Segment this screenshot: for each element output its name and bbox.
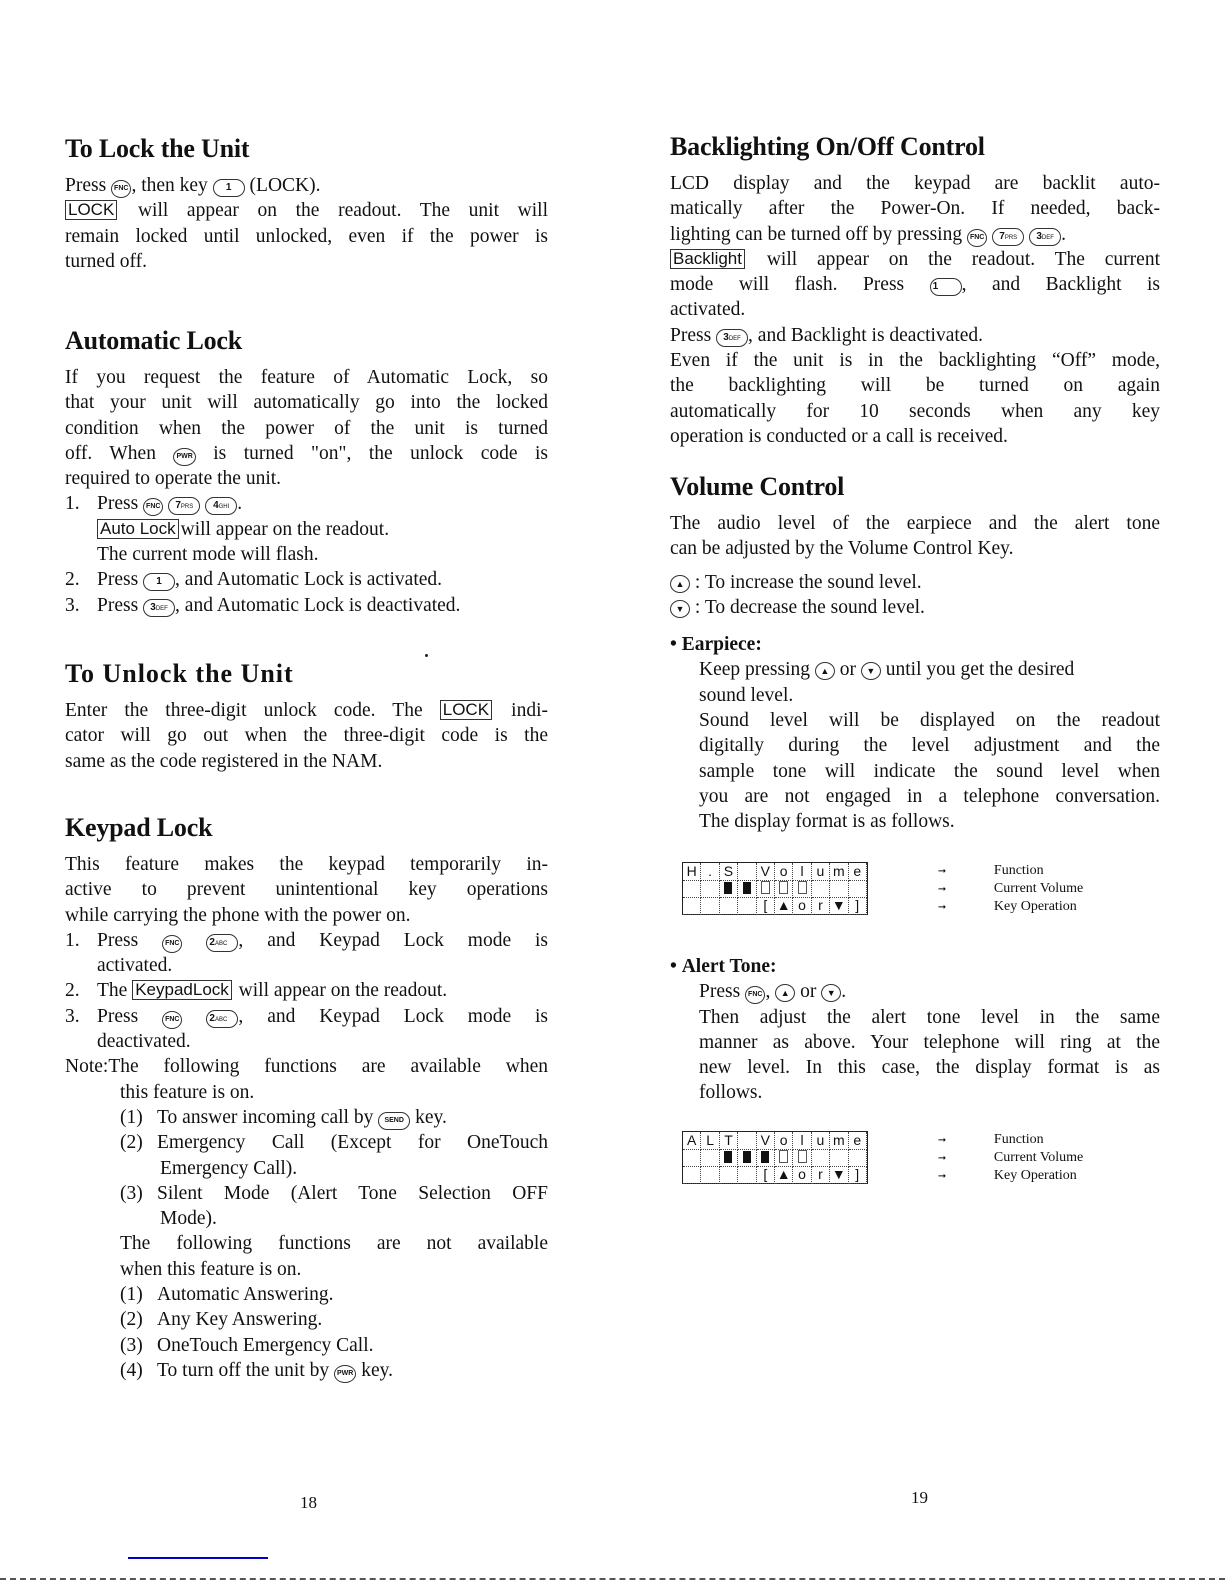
text: will appear on the readout. The unit will: [137, 200, 548, 222]
text: , then key: [131, 175, 208, 196]
lcd-cell-key-operation: [: [757, 897, 775, 915]
fnc-key-icon: FNC: [143, 498, 163, 516]
legend-key-operation: Key Operation: [993, 899, 1077, 914]
text: new level. In this case, the display format is as: [699, 1057, 1160, 1079]
text: automatically for 10 seconds when any key: [670, 400, 1160, 422]
volume-up-key-icon: ▲: [815, 662, 835, 680]
legend-current-volume: Current Volume: [993, 1150, 1084, 1165]
lcd-cell-key-operation: o: [793, 1166, 811, 1184]
text: lighting can be turned off by pressing: [670, 223, 963, 245]
lcd-cell-key-operation: [738, 897, 756, 915]
text: digitally during the level adjustment and the: [699, 735, 1160, 757]
section-title: Backlighting On/Off Control: [670, 132, 985, 161]
text: key.: [361, 1359, 393, 1381]
text: Automatic Answering.: [157, 1284, 334, 1306]
lcd-cell-key-operation: [720, 897, 738, 915]
section-title: Volume Control: [670, 472, 845, 501]
text: Enter the three-digit unlock code. The: [65, 700, 423, 721]
page-number-left: 18: [300, 1493, 317, 1512]
lcd-volume-bar-filled: [720, 880, 738, 898]
text: If you request the feature of Automatic Lock, so: [65, 367, 548, 388]
volume-down-key-icon: ▼: [670, 600, 690, 618]
text: when this feature is on.: [120, 1258, 302, 1280]
lcd-backlight-indicator: Backlight: [670, 249, 745, 269]
earpiece-lcd-diagram: [682, 862, 1083, 916]
text: Press: [65, 175, 107, 196]
arrow-icon: ➞: [937, 866, 947, 877]
lcd-cell-function: V: [757, 863, 775, 881]
text: key.: [415, 1106, 447, 1128]
lcd-cell-function: T: [720, 1132, 738, 1150]
item-number: (1): [120, 1106, 143, 1128]
section-automatic-lock: Automatic Lock If you request the feature of Automatic Lock, so that your unit will automatically go into the locked condition when the power of the unit is turned off. When PWR is turned "on", the unlock code is required to operate the unit. 1. Press FNC 7PRS 4GHI . Auto Lock will appear on the readout. The current mode will flash. 2. Press 1 , and Automatic Lock is activated. 3. Press 3DEF , and Automatic Lock is deactivated.: [65, 325, 548, 618]
lcd-cell-function: m: [830, 1132, 848, 1150]
key-7-icon: 7PRS: [168, 497, 200, 515]
text: matically after the Power-On. If needed, back-: [670, 198, 1160, 220]
key-2-icon: 2ABC: [206, 934, 238, 952]
lcd-keypad-lock-indicator: KeypadLock: [132, 980, 232, 1000]
lcd-cell-function: e: [849, 863, 867, 881]
text: this feature is on.: [120, 1081, 255, 1103]
lcd-volume-bar-filled: [757, 1149, 775, 1167]
section-volume-control: [670, 471, 1160, 835]
lcd-cell-key-operation: [701, 1166, 719, 1184]
legend-function: Function: [993, 1132, 1044, 1147]
volume-down-key-icon: ▼: [861, 662, 881, 680]
text: Sound level will be displayed on the readout: [699, 710, 1160, 732]
lcd-cell-function: o: [775, 863, 793, 881]
text: OneTouch Emergency Call.: [157, 1334, 374, 1356]
section-title: To Unlock the Unit: [65, 659, 294, 688]
text: LCD display and the keypad are backlit auto-: [670, 173, 1160, 194]
text: , and Automatic Lock is deactivated.: [175, 594, 461, 616]
text: remain locked until unlocked, even if the power is: [65, 225, 548, 247]
item-number: (3): [120, 1334, 143, 1356]
text: same as the code registered in the NAM.: [65, 750, 383, 772]
item-number: (1): [120, 1284, 143, 1306]
key-3-icon: 3DEF: [716, 329, 748, 347]
section-keypad-lock: [65, 812, 548, 1383]
text: Press: [97, 594, 139, 616]
text: This feature makes the keypad temporarily in-: [65, 854, 548, 875]
item-number: (4): [120, 1359, 143, 1381]
text: activated.: [97, 955, 173, 977]
text: active to prevent unintentional key operations: [65, 879, 548, 901]
lcd-cell-function: m: [830, 863, 848, 881]
text: manner as above. Your telephone will ring at the: [699, 1031, 1160, 1053]
lcd-cell-blank: [701, 1149, 719, 1167]
lcd-lock-indicator: LOCK: [65, 200, 117, 220]
subsection-title: Alert Tone:: [681, 956, 777, 977]
section-lock-unit: [65, 133, 548, 274]
text: The current mode will flash.: [97, 544, 319, 566]
text: indi-: [511, 700, 548, 721]
section-title: Keypad Lock: [65, 813, 213, 842]
lcd-cell-blank: [812, 1149, 830, 1167]
bullet-icon: •: [670, 634, 682, 656]
lcd-cell-key-operation: [720, 1166, 738, 1184]
text: Press: [97, 493, 139, 515]
text: the backlighting will be turned on again: [670, 375, 1160, 397]
lcd-cell-key-operation: o: [793, 897, 811, 915]
text: mode will flash. Press: [670, 274, 905, 296]
text: Mode).: [160, 1208, 217, 1230]
text: sample tone will indicate the sound level when: [699, 760, 1160, 782]
text: Silent Mode (Alert Tone Selection OFF: [157, 1182, 548, 1204]
text: The following functions are available when: [108, 1056, 548, 1078]
text: Press: [97, 1005, 139, 1027]
text: Emergency Call).: [160, 1157, 298, 1179]
lcd-cell-blank: [830, 880, 848, 898]
lcd-cell-key-operation: ]: [849, 897, 867, 915]
lcd-cell-key-operation: r: [812, 897, 830, 915]
lcd-cell-key-operation: ▼: [830, 897, 848, 915]
lcd-cell-function: [738, 863, 756, 881]
lcd-cell-key-operation: [: [757, 1166, 775, 1184]
text: sound level.: [699, 684, 794, 706]
lcd-cell-blank: [812, 880, 830, 898]
legend-current-volume: Current Volume: [993, 881, 1084, 896]
text: : To decrease the sound level.: [694, 596, 925, 618]
lcd-cell-blank: [701, 880, 719, 898]
arrow-icon: ➞: [937, 1153, 947, 1164]
lcd-volume-bar-empty: [775, 1149, 793, 1167]
step-number: 3.: [65, 1005, 80, 1027]
lcd-cell-key-operation: [683, 1166, 701, 1184]
lcd-cell-function: o: [775, 1132, 793, 1150]
text: Press: [699, 981, 741, 1003]
section-unlock-unit: [65, 658, 548, 774]
text: The display format is as follows.: [699, 811, 955, 833]
key-3-icon: 3DEF: [1029, 228, 1061, 246]
lcd-volume-bar-filled: [738, 880, 756, 898]
key-7-icon: 7PRS: [992, 228, 1024, 246]
step-number: 1.: [65, 493, 80, 515]
fnc-key-icon: FNC: [162, 935, 182, 953]
text: Emergency Call (Except for OneTouch: [157, 1132, 548, 1154]
lcd-display: [682, 862, 868, 915]
text: or: [800, 981, 817, 1003]
page-number-right: 19: [911, 1488, 928, 1507]
lcd-volume-bar-empty: [793, 880, 811, 898]
lcd-volume-bar-filled: [720, 1149, 738, 1167]
note-label: Note:: [65, 1056, 109, 1078]
text: will appear on the readout.: [238, 980, 448, 1002]
text: , and Backlight is deactivated.: [748, 324, 984, 346]
lcd-cell-blank: [849, 1149, 867, 1167]
text: that your unit will automatically go into the locked: [65, 392, 548, 414]
lcd-volume-bar-empty: [757, 880, 775, 898]
text: : To increase the sound level.: [694, 571, 922, 593]
lcd-cell-blank: [683, 880, 701, 898]
lcd-cell-function: S: [720, 863, 738, 881]
volume-up-key-icon: ▲: [775, 984, 795, 1002]
fnc-key-icon: FNC: [162, 1011, 182, 1029]
lcd-lock-indicator: LOCK: [440, 700, 492, 720]
key-4-icon: 4GHI: [205, 497, 237, 515]
lcd-cell-blank: [830, 1149, 848, 1167]
text: To answer incoming call by: [157, 1106, 374, 1128]
arrow-icon: ➞: [937, 1135, 947, 1146]
text: , and Keypad Lock mode is: [238, 1005, 549, 1027]
arrow-icon: ➞: [937, 902, 947, 913]
section-backlighting: Backlighting On/Off Control LCD display and the keypad are backlit auto- matically after the Power-On. If needed, back- lighting can be turned off by pressing FNC 7PRS 3DEF . Backlight will appear on the readout. The current mode will flash. Press 1 , and Backlight is activated. Press 3DEF , and Backlight is deactivated. Even if the unit is in the backlighting “Off” mode, the backlighting will be turned on again automatically for 10 seconds when any key operation is conducted or a call is received.: [670, 131, 1160, 449]
volume-up-key-icon: ▲: [670, 575, 690, 593]
step-number: 3.: [65, 594, 80, 616]
arrow-icon: ➞: [937, 1171, 947, 1182]
text: while carrying the phone with the power on.: [65, 904, 411, 926]
item-number: (3): [120, 1182, 143, 1204]
legend-function: Function: [993, 863, 1044, 878]
step-number: 2.: [65, 569, 80, 591]
section-title: To Lock the Unit: [65, 134, 250, 163]
fnc-key-icon: FNC: [967, 229, 987, 247]
lcd-cell-function: e: [849, 1132, 867, 1150]
text: The following functions are not available: [120, 1233, 548, 1255]
key-1-icon: 1: [930, 278, 962, 296]
fnc-key-icon: FNC: [111, 180, 131, 198]
text: required to operate the unit.: [65, 468, 282, 490]
text: Even if the unit is in the backlighting “Off” mode,: [670, 350, 1160, 372]
text: turned off.: [65, 250, 147, 272]
pwr-key-icon: PWR: [334, 1365, 356, 1383]
alert-lcd-diagram: [682, 1131, 1083, 1185]
lcd-cell-function: V: [757, 1132, 775, 1150]
subsection-title: Earpiece:: [681, 634, 762, 656]
step-number: 2.: [65, 980, 80, 1002]
text: The: [97, 980, 128, 1002]
text: Press: [97, 929, 139, 951]
lcd-cell-key-operation: ]: [849, 1166, 867, 1184]
lcd-cell-key-operation: [738, 1166, 756, 1184]
pwr-key-icon: PWR: [173, 448, 195, 466]
lcd-auto-lock-indicator: Auto Lock: [97, 519, 179, 539]
key-3-icon: 3DEF: [143, 599, 175, 617]
lcd-display: [682, 1131, 868, 1184]
section-alert-tone: • Alert Tone: Press FNC , ▲ or ▼ . Then adjust the alert tone level in the same manner as above. Your telephone will ring at the new level. In this case, the display format is as follows.: [670, 954, 1160, 1106]
lcd-cell-function: .: [701, 863, 719, 881]
key-1-icon: 1: [143, 573, 175, 591]
lcd-cell-function: u: [812, 863, 830, 881]
lcd-cell-key-operation: ▼: [830, 1166, 848, 1184]
text: will appear on the readout.: [180, 518, 390, 540]
text: (LOCK).: [249, 175, 321, 196]
lcd-cell-key-operation: [701, 897, 719, 915]
text: Then adjust the alert tone level in the same: [699, 1006, 1160, 1028]
text: you are not engaged in a telephone conversation.: [699, 785, 1160, 807]
volume-down-key-icon: ▼: [821, 984, 841, 1002]
lcd-cell-key-operation: r: [812, 1166, 830, 1184]
lcd-cell-function: l: [793, 863, 811, 881]
text: Press: [97, 569, 139, 591]
text: until you get the desired: [885, 659, 1075, 681]
item-number: (2): [120, 1309, 143, 1331]
text: follows.: [699, 1082, 763, 1104]
text: Any Key Answering.: [157, 1309, 323, 1331]
text: , and Backlight is: [961, 274, 1161, 296]
text: The audio level of the earpiece and the alert tone: [670, 513, 1160, 534]
lcd-volume-bar-empty: [793, 1149, 811, 1167]
lcd-legend: [938, 862, 1083, 916]
lcd-cell-key-operation: ▲: [775, 1166, 793, 1184]
lcd-cell-key-operation: ▲: [775, 897, 793, 915]
fnc-key-icon: FNC: [745, 986, 765, 1004]
lcd-cell-function: u: [812, 1132, 830, 1150]
lcd-cell-blank: [849, 880, 867, 898]
send-key-icon: SEND: [378, 1112, 410, 1130]
lcd-cell-function: A: [683, 1132, 701, 1150]
text: off. When: [65, 442, 156, 464]
step-number: 1.: [65, 929, 80, 951]
text: activated.: [670, 299, 746, 321]
bullet-icon: •: [670, 956, 682, 977]
lcd-cell-blank: [683, 1149, 701, 1167]
text: is turned "on", the unlock code is: [213, 442, 548, 464]
text: condition when the power of the unit is turned: [65, 417, 548, 439]
lcd-volume-bar-empty: [775, 880, 793, 898]
text: can be adjusted by the Volume Control Key.: [670, 538, 1014, 560]
lcd-volume-bar-filled: [738, 1149, 756, 1167]
text: cator will go out when the three-digit code is the: [65, 725, 548, 747]
link-underline: [128, 1557, 268, 1559]
lcd-cell-function: H: [683, 863, 701, 881]
text: deactivated.: [97, 1031, 191, 1053]
lcd-cell-function: L: [701, 1132, 719, 1150]
legend-key-operation: Key Operation: [993, 1168, 1077, 1183]
lcd-legend: [938, 1131, 1083, 1185]
key-1-icon: 1: [213, 179, 245, 197]
text: , and Keypad Lock mode is: [238, 929, 549, 951]
item-number: (2): [120, 1132, 143, 1154]
text: Keep pressing: [699, 659, 811, 681]
scan-speck: [425, 654, 428, 657]
text: Press: [670, 324, 712, 346]
lcd-cell-key-operation: [683, 897, 701, 915]
text: , and Automatic Lock is activated.: [175, 569, 443, 591]
text: To turn off the unit by: [157, 1359, 330, 1381]
text: or: [839, 659, 857, 681]
page-edge-divider: [0, 1578, 1225, 1580]
section-title: Automatic Lock: [65, 326, 243, 355]
arrow-icon: ➞: [937, 884, 947, 895]
text: will appear on the readout. The current: [766, 248, 1160, 270]
lcd-cell-function: l: [793, 1132, 811, 1150]
lcd-cell-function: [738, 1132, 756, 1150]
text: operation is conducted or a call is received.: [670, 425, 1008, 447]
key-2-icon: 2ABC: [206, 1010, 238, 1028]
